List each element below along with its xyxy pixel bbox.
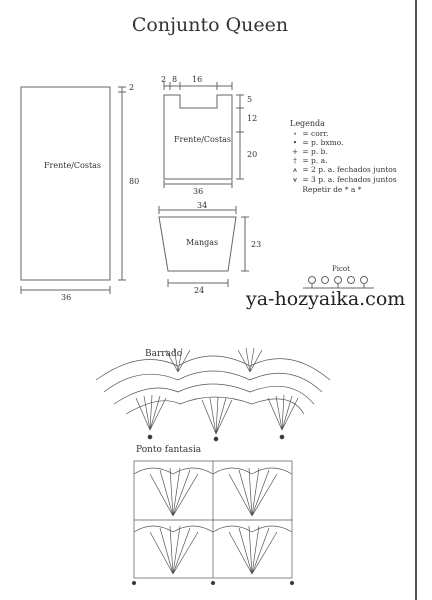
front-back-small-dim-c: 16 xyxy=(192,75,203,84)
two-together-icon: ⩚ xyxy=(292,165,298,174)
border-chart xyxy=(96,348,330,441)
legend xyxy=(290,129,397,194)
legend-title: Legenda xyxy=(290,119,325,128)
picot-label: Picot xyxy=(332,265,350,273)
legend-item: ⩛ = 3 p. a. fechados juntos xyxy=(290,175,397,185)
front-back-small-label: Frente/Costas xyxy=(174,135,232,144)
front-back-small-dim-right-b: 12 xyxy=(247,114,258,123)
pattern-chart xyxy=(132,461,294,585)
border-section-title: Barrado xyxy=(145,349,183,359)
front-back-small-dim-right-a: 5 xyxy=(247,95,253,104)
legend-item: + = p. b. xyxy=(291,147,328,156)
three-together-icon: ⩛ xyxy=(292,175,298,184)
chain-icon: ∘ xyxy=(293,129,297,138)
legend-item: ∘ = corr. xyxy=(290,129,397,138)
sleeve-top-width: 34 xyxy=(197,201,208,210)
legend-item: † = p. a. xyxy=(290,156,397,165)
front-back-small-width: 36 xyxy=(193,187,204,196)
sleeve-bottom-width: 24 xyxy=(194,286,205,295)
front-back-panel-large xyxy=(21,87,110,280)
page-title: Conjunto Queen xyxy=(131,14,289,36)
front-back-large-width: 36 xyxy=(61,293,72,302)
legend-item: • = p. bxmo. xyxy=(290,138,397,147)
front-back-large-label: Frente/Costas xyxy=(44,161,102,170)
sleeve-height: 23 xyxy=(251,240,262,249)
border-fans xyxy=(136,348,298,434)
front-back-large-top-margin: 2 xyxy=(129,83,135,92)
sleeve-label: Mangas xyxy=(186,238,219,247)
legend-repeat-note: Repetir de * a * xyxy=(302,185,362,194)
front-back-small-dim-a: 2 xyxy=(161,75,167,84)
front-back-small-dim-right-c: 20 xyxy=(247,150,258,159)
single-crochet-icon: + xyxy=(291,147,299,156)
slip-stitch-icon: • xyxy=(292,138,298,147)
front-back-small-dim-b: 8 xyxy=(172,75,178,84)
picot-diagram xyxy=(303,277,374,289)
watermark: ya-hozyaika.com xyxy=(246,288,406,310)
front-back-large-height: 80 xyxy=(129,177,140,186)
double-crochet-icon: † xyxy=(293,156,297,165)
pattern-section-title: Ponto fantasia xyxy=(136,445,202,455)
pattern-fans xyxy=(150,468,277,574)
legend-item: ⩚ = 2 p. a. fechados juntos xyxy=(290,165,397,175)
